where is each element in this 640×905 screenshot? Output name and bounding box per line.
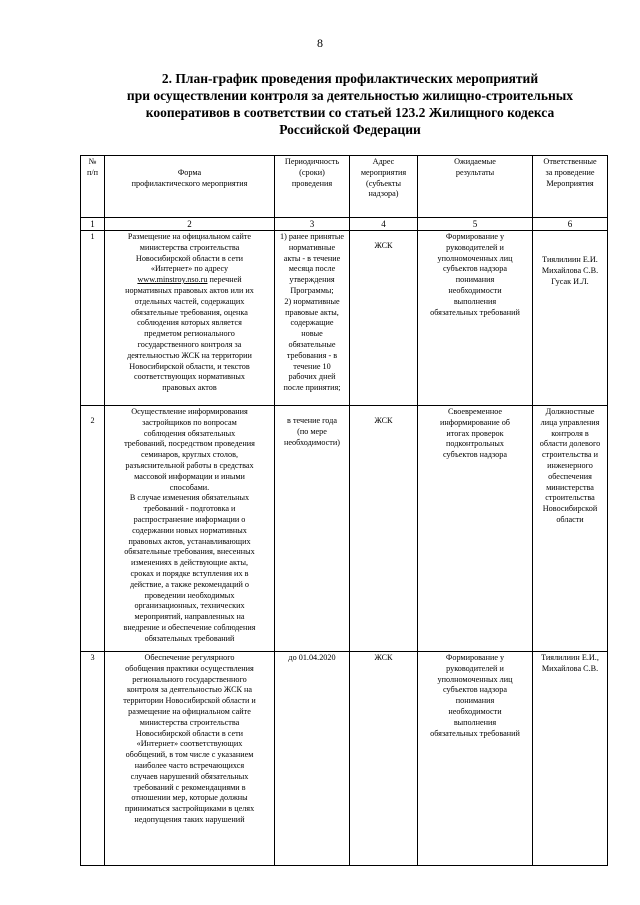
title-line-4: Российской Федерации	[279, 122, 421, 137]
row-form: Осуществление информирования застройщиков по вопросам соблюдения обязательных требований, посредством проведения семинаров, круглых столов, разъяснительной работы в средствах массовой информации и иными способами. В случае изменения обязательных требований - подготовка и распространение информации о содержании новых нормативных правовых актов, устанавливающих обязательные требования, внесенных изменениях в действующие акты, сроках и порядке вступления их в действие, а также рекомендаций о проведении необходимых организационных, технических мероприятий, направленных на внедрение и обеспечение соблюдения обязательных требований	[105, 406, 275, 652]
title-line-3: кооперативов в соответствии со статьей 123.2 Жилищного кодекса	[145, 105, 555, 120]
header-address: Адрес мероприятия (субъекты надзора)	[350, 156, 418, 218]
table-row	[81, 231, 608, 406]
col-number: 6	[533, 218, 608, 231]
row-responsible: Должностные лица управления контроля в области долевого строительства и инженерного обеспечения министерства строительства Новосибирской области	[533, 406, 608, 652]
row-form-text-continued: перечней нормативных правовых актов или их отдельных частей, содержащих обязательные требования, оценка соблюдения которых является предметом регионального государственного контроля за деятельностью ЖСК на территории Новосибирской области, и текстов соответствующих нормативных правовых актов	[125, 275, 254, 393]
row-responsible: Тиялилиин Е.И. Михайлова С.В. Гусак И.Л.	[533, 231, 608, 406]
row-form-cell	[105, 231, 275, 406]
row-address: ЖСК	[350, 406, 418, 652]
header-form: Форма профилактического мероприятия	[105, 156, 275, 218]
row-results: Своевременное информирование об итогах проверок подконтрольных субъектов надзора	[418, 406, 533, 652]
title-line-1: 2. План-график проведения профилактических мероприятий	[161, 71, 539, 86]
row-period: 1) ранее принятые нормативные акты - в течение месяца после утверждения Программы; 2) нормативные правовые акты, содержащие новые обязательные требования - в течение 10 рабочих дней после принятия;	[275, 231, 350, 406]
table-row	[81, 652, 608, 866]
header-responsible: Ответственные за проведение Мероприятия	[533, 156, 608, 218]
col-number: 4	[350, 218, 418, 231]
table-row	[81, 406, 608, 652]
table-header-row	[81, 156, 608, 218]
row-responsible: Тиялилиин Е.И., Михайлова С.В.	[533, 652, 608, 866]
row-form-text: Размещение на официальном сайте министерства строительства Новосибирской области в сети «Интернет» по адресу	[127, 232, 252, 274]
website-link[interactable]: www.minstroy.nso.ru	[137, 275, 208, 285]
header-period: Периодичность (сроки) проведения	[275, 156, 350, 218]
row-number: 1	[81, 231, 105, 406]
title-line-2: при осуществлении контроля за деятельностью жилищно-строительных	[126, 88, 574, 103]
row-address: ЖСК	[350, 231, 418, 406]
col-number: 1	[81, 218, 105, 231]
col-number: 2	[105, 218, 275, 231]
header-num: № п/п	[81, 156, 105, 218]
col-number: 5	[418, 218, 533, 231]
row-results: Формирование у руководителей и уполномоченных лиц субъектов надзора понимания необходимости выполнения обязательных требований	[418, 231, 533, 406]
row-address: ЖСК	[350, 652, 418, 866]
row-form: Обеспечение регулярного обобщения практики осуществления регионального государственного контроля за деятельностью ЖСК на территории Новосибирской области и размещение на официальном сайте министерства строительства Новосибирской области в сети «Интернет» соответствующих обобщений, в том числе с указанием наиболее часто встречающихся случаев нарушений обязательных требований с рекомендациями в отношении мер, которые должны приниматься застройщиками в целях недопущения таких нарушений	[105, 652, 275, 866]
page-number: 8	[317, 36, 323, 50]
plan-schedule-table	[80, 155, 608, 866]
column-number-row	[81, 218, 608, 231]
row-number: 3	[81, 652, 105, 866]
col-number: 3	[275, 218, 350, 231]
row-period: в течение года (по мере необходимости)	[275, 406, 350, 652]
header-results: Ожидаемые результаты	[418, 156, 533, 218]
row-results: Формирование у руководителей и уполномоченных лиц субъектов надзора понимания необходимости выполнения обязательных требований	[418, 652, 533, 866]
row-number: 2	[81, 406, 105, 652]
row-period: до 01.04.2020	[275, 652, 350, 866]
document-title	[100, 70, 600, 138]
